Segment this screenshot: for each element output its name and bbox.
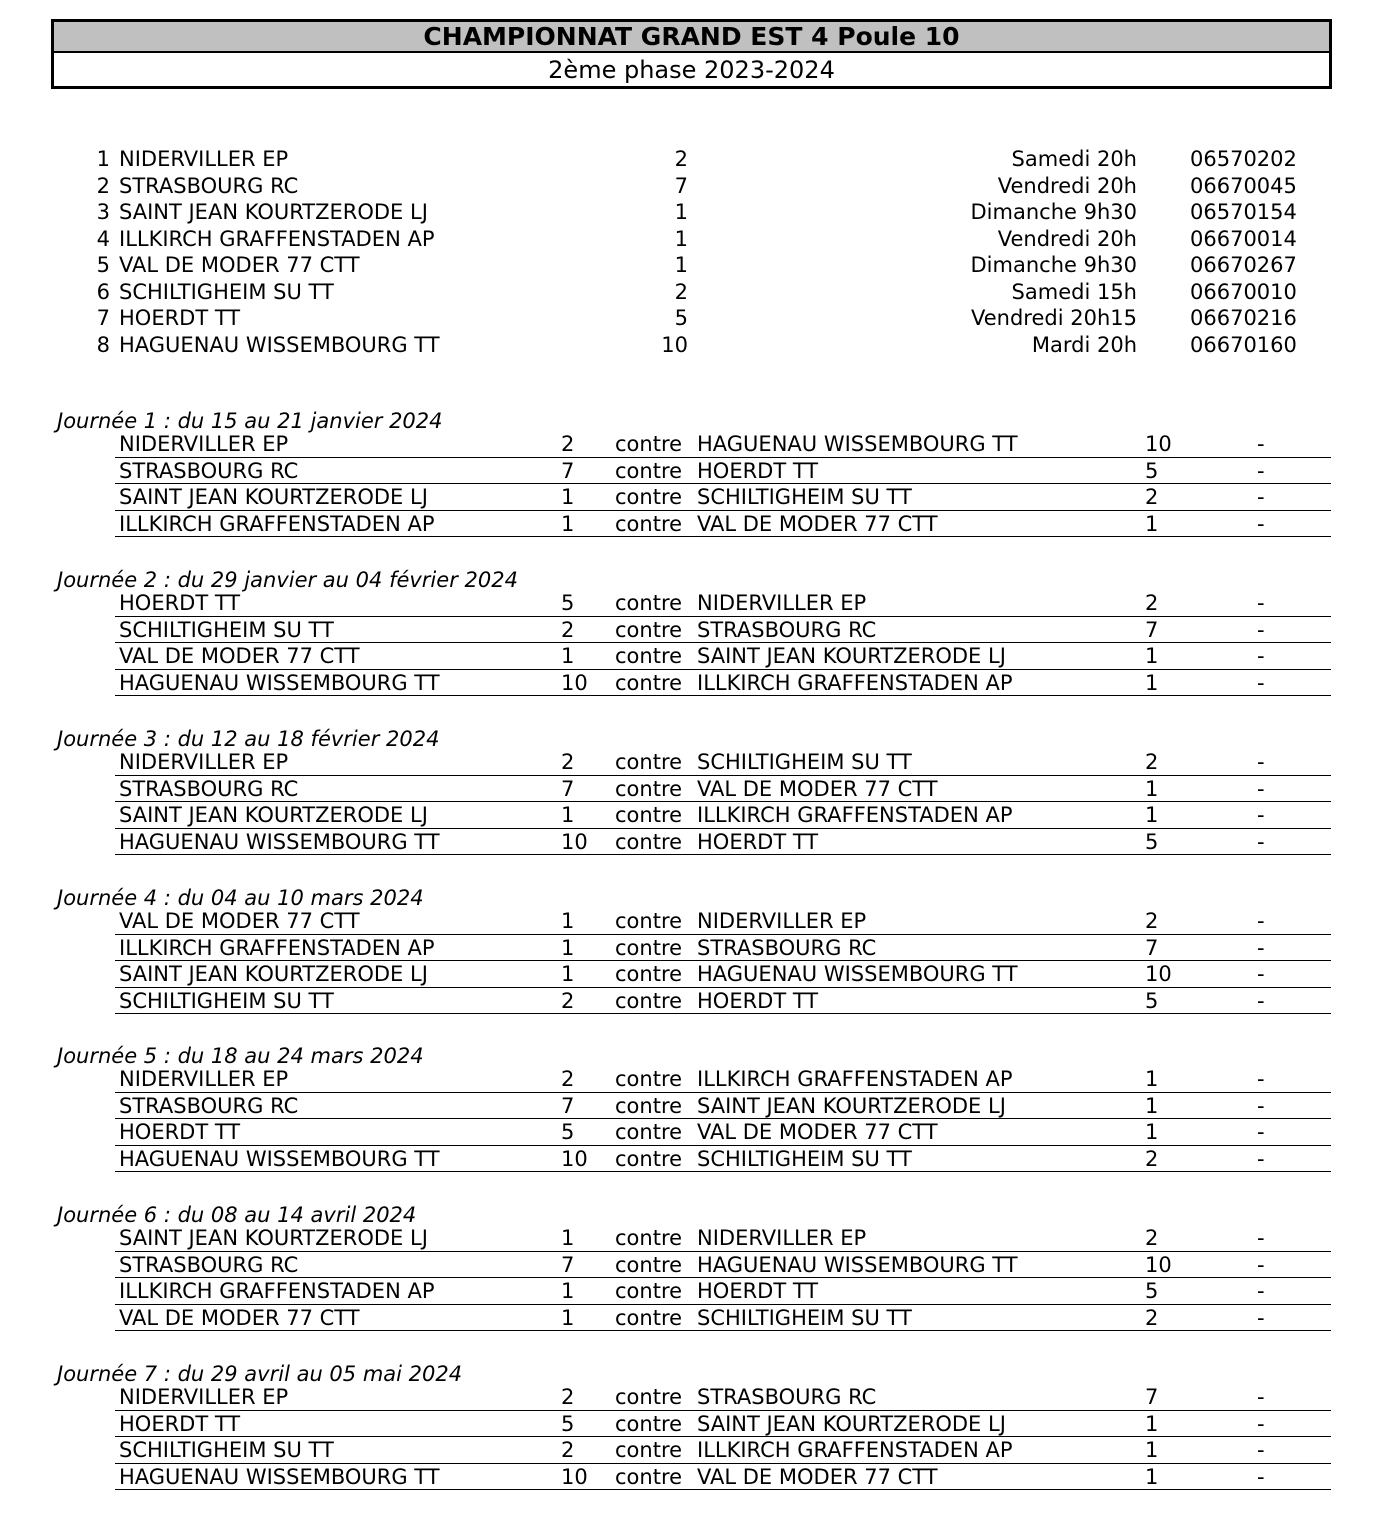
match-row: [115, 1225, 1331, 1252]
versus-label: contre: [615, 803, 683, 827]
match-row: [115, 431, 1331, 458]
versus-label: contre: [615, 909, 683, 933]
match-result: -: [1257, 511, 1265, 536]
team-row: [0, 252, 1382, 279]
away-team: STRASBOURG RC: [697, 935, 877, 960]
versus-label: contre: [615, 644, 683, 668]
team-row: [0, 199, 1382, 226]
team-number: 5: [96, 253, 110, 277]
match-row: [115, 1146, 1331, 1173]
home-team: SCHILTIGHEIM SU TT: [119, 1438, 334, 1462]
away-team-number: 1: [1145, 776, 1159, 801]
page-header: [51, 19, 1332, 89]
match-result: -: [1257, 485, 1265, 509]
away-team-number: 1: [1145, 1067, 1159, 1091]
home-team-number: 2: [561, 750, 575, 774]
match-row: [115, 511, 1331, 538]
team-number: 8: [96, 332, 110, 357]
home-team-number: 2: [561, 432, 575, 456]
team-number: 2: [96, 173, 110, 198]
home-team: ILLKIRCH GRAFFENSTADEN AP: [119, 1279, 435, 1303]
away-team-number: 1: [1145, 1093, 1159, 1118]
match-row: [115, 1305, 1331, 1332]
match-table: [115, 431, 1331, 537]
home-team: HOERDT TT: [119, 591, 241, 615]
versus-label: contre: [615, 1120, 683, 1144]
home-team-number: 2: [561, 988, 575, 1013]
home-team: SAINT JEAN KOURTZERODE LJ: [119, 485, 428, 509]
team-number: 4: [96, 226, 110, 251]
away-team: HAGUENAU WISSEMBOURG TT: [697, 962, 1018, 986]
team-count: 7: [674, 173, 688, 198]
versus-label: contre: [615, 962, 683, 986]
home-team: VAL DE MODER 77 CTT: [119, 909, 360, 933]
home-team-number: 5: [561, 591, 575, 615]
versus-label: contre: [615, 1464, 683, 1489]
match-result: -: [1257, 670, 1265, 695]
home-team: VAL DE MODER 77 CTT: [119, 1305, 360, 1330]
away-team-number: 2: [1145, 591, 1159, 615]
match-row: [115, 1384, 1331, 1411]
home-team-number: 2: [561, 1067, 575, 1091]
away-team-number: 5: [1145, 458, 1159, 483]
match-row: [115, 935, 1331, 962]
team-row: [0, 279, 1382, 306]
match-row: [115, 908, 1331, 935]
away-team: SCHILTIGHEIM SU TT: [697, 1146, 912, 1171]
home-team-number: 10: [561, 1464, 588, 1489]
away-team-number: 1: [1145, 1464, 1159, 1489]
match-row: [115, 670, 1331, 697]
home-team: VAL DE MODER 77 CTT: [119, 644, 360, 668]
away-team: SAINT JEAN KOURTZERODE LJ: [697, 1093, 1006, 1118]
home-team-number: 1: [561, 962, 575, 986]
match-result: -: [1257, 432, 1265, 456]
home-team-number: 1: [561, 1279, 575, 1303]
round-title: Journée 2 : du 29 janvier au 04 février 2024: [57, 568, 518, 592]
team-count: 2: [674, 147, 688, 171]
match-result: -: [1257, 829, 1265, 854]
team-name: SCHILTIGHEIM SU TT: [119, 279, 334, 304]
round-title: Journée 5 : du 18 au 24 mars 2024: [57, 1044, 424, 1068]
team-schedule: Vendredi 20h: [997, 226, 1137, 251]
page-title: CHAMPIONNAT GRAND EST 4 Poule 10: [51, 19, 1332, 53]
match-row: [115, 961, 1331, 988]
match-result: -: [1257, 776, 1265, 801]
match-result: -: [1257, 1411, 1265, 1436]
team-number: 6: [96, 279, 110, 304]
home-team: SAINT JEAN KOURTZERODE LJ: [119, 1226, 428, 1250]
versus-label: contre: [615, 935, 683, 960]
away-team-number: 1: [1145, 670, 1159, 695]
round-title: Journée 1 : du 15 au 21 janvier 2024: [57, 409, 443, 433]
away-team-number: 2: [1145, 1226, 1159, 1250]
team-name: SAINT JEAN KOURTZERODE LJ: [119, 200, 428, 224]
match-result: -: [1257, 458, 1265, 483]
away-team-number: 7: [1145, 1385, 1159, 1409]
away-team-number: 1: [1145, 644, 1159, 668]
versus-label: contre: [615, 1438, 683, 1462]
home-team: SAINT JEAN KOURTZERODE LJ: [119, 803, 428, 827]
team-schedule: Samedi 15h: [1011, 279, 1137, 304]
home-team-number: 5: [561, 1120, 575, 1144]
away-team: ILLKIRCH GRAFFENSTADEN AP: [697, 670, 1013, 695]
team-number: 7: [96, 306, 110, 330]
match-row: [115, 1093, 1331, 1120]
team-code: 06570154: [1190, 200, 1297, 224]
versus-label: contre: [615, 432, 683, 456]
versus-label: contre: [615, 829, 683, 854]
versus-label: contre: [615, 1411, 683, 1436]
home-team-number: 1: [561, 1305, 575, 1330]
team-count: 1: [674, 253, 688, 277]
match-row: [115, 458, 1331, 485]
away-team: HOERDT TT: [697, 988, 819, 1013]
versus-label: contre: [615, 1305, 683, 1330]
home-team: STRASBOURG RC: [119, 458, 299, 483]
team-row: [0, 332, 1382, 359]
away-team-number: 1: [1145, 803, 1159, 827]
match-row: [115, 484, 1331, 511]
team-count: 1: [674, 226, 688, 251]
match-result: -: [1257, 1279, 1265, 1303]
match-result: -: [1257, 935, 1265, 960]
away-team-number: 1: [1145, 1120, 1159, 1144]
team-schedule: Dimanche 9h30: [970, 253, 1137, 277]
team-row: [0, 146, 1382, 173]
match-table: [115, 908, 1331, 1014]
away-team: HOERDT TT: [697, 458, 819, 483]
home-team: SCHILTIGHEIM SU TT: [119, 988, 334, 1013]
match-row: [115, 1066, 1331, 1093]
away-team: SCHILTIGHEIM SU TT: [697, 750, 912, 774]
home-team: HOERDT TT: [119, 1120, 241, 1144]
team-schedule: Mardi 20h: [1031, 332, 1137, 357]
team-schedule: Vendredi 20h15: [971, 306, 1137, 330]
match-row: [115, 1278, 1331, 1305]
versus-label: contre: [615, 1252, 683, 1277]
away-team-number: 5: [1145, 829, 1159, 854]
home-team-number: 10: [561, 829, 588, 854]
match-row: [115, 802, 1331, 829]
home-team-number: 7: [561, 776, 575, 801]
home-team: ILLKIRCH GRAFFENSTADEN AP: [119, 511, 435, 536]
home-team-number: 1: [561, 935, 575, 960]
match-row: [115, 1411, 1331, 1438]
versus-label: contre: [615, 750, 683, 774]
home-team-number: 2: [561, 617, 575, 642]
away-team: ILLKIRCH GRAFFENSTADEN AP: [697, 1067, 1013, 1091]
match-row: [115, 643, 1331, 670]
versus-label: contre: [615, 485, 683, 509]
match-row: [115, 1437, 1331, 1464]
home-team-number: 2: [561, 1385, 575, 1409]
team-name: NIDERVILLER EP: [119, 147, 289, 171]
away-team: ILLKIRCH GRAFFENSTADEN AP: [697, 803, 1013, 827]
home-team-number: 1: [561, 511, 575, 536]
team-code: 06670160: [1190, 332, 1297, 357]
home-team: HAGUENAU WISSEMBOURG TT: [119, 829, 440, 854]
away-team-number: 1: [1145, 1411, 1159, 1436]
match-result: -: [1257, 988, 1265, 1013]
away-team: SCHILTIGHEIM SU TT: [697, 1305, 912, 1330]
versus-label: contre: [615, 670, 683, 695]
match-result: -: [1257, 617, 1265, 642]
away-team-number: 7: [1145, 617, 1159, 642]
match-row: [115, 1119, 1331, 1146]
team-number: 1: [96, 147, 110, 171]
match-result: -: [1257, 750, 1265, 774]
team-count: 10: [661, 332, 688, 357]
home-team: NIDERVILLER EP: [119, 750, 289, 774]
match-table: [115, 749, 1331, 855]
away-team: HOERDT TT: [697, 1279, 819, 1303]
match-result: -: [1257, 1305, 1265, 1330]
home-team: HAGUENAU WISSEMBOURG TT: [119, 1464, 440, 1489]
away-team: VAL DE MODER 77 CTT: [697, 776, 938, 801]
home-team-number: 1: [561, 644, 575, 668]
team-number: 3: [96, 200, 110, 224]
home-team: NIDERVILLER EP: [119, 432, 289, 456]
team-code: 06570202: [1190, 147, 1297, 171]
match-row: [115, 988, 1331, 1015]
home-team-number: 1: [561, 1226, 575, 1250]
versus-label: contre: [615, 511, 683, 536]
team-code: 06670267: [1190, 253, 1297, 277]
home-team: STRASBOURG RC: [119, 1252, 299, 1277]
team-count: 2: [674, 279, 688, 304]
away-team-number: 2: [1145, 1305, 1159, 1330]
team-name: ILLKIRCH GRAFFENSTADEN AP: [119, 226, 435, 251]
home-team-number: 1: [561, 803, 575, 827]
versus-label: contre: [615, 1385, 683, 1409]
team-row: [0, 173, 1382, 200]
away-team: STRASBOURG RC: [697, 617, 877, 642]
versus-label: contre: [615, 458, 683, 483]
home-team: HAGUENAU WISSEMBOURG TT: [119, 1146, 440, 1171]
match-result: -: [1257, 962, 1265, 986]
match-row: [115, 776, 1331, 803]
match-table: [115, 1384, 1331, 1490]
match-result: -: [1257, 644, 1265, 668]
team-schedule: Vendredi 20h: [997, 173, 1137, 198]
away-team: NIDERVILLER EP: [697, 1226, 867, 1250]
versus-label: contre: [615, 1093, 683, 1118]
away-team-number: 5: [1145, 988, 1159, 1013]
away-team-number: 1: [1145, 511, 1159, 536]
away-team: SAINT JEAN KOURTZERODE LJ: [697, 1411, 1006, 1436]
home-team-number: 1: [561, 909, 575, 933]
away-team: VAL DE MODER 77 CTT: [697, 1120, 938, 1144]
home-team: HOERDT TT: [119, 1411, 241, 1436]
home-team: HAGUENAU WISSEMBOURG TT: [119, 670, 440, 695]
match-result: -: [1257, 803, 1265, 827]
match-table: [115, 1225, 1331, 1331]
team-count: 1: [674, 200, 688, 224]
team-code: 06670014: [1190, 226, 1297, 251]
away-team-number: 1: [1145, 1438, 1159, 1462]
match-result: -: [1257, 1252, 1265, 1277]
home-team: STRASBOURG RC: [119, 776, 299, 801]
team-list: [0, 146, 1382, 358]
away-team-number: 7: [1145, 935, 1159, 960]
round-title: Journée 7 : du 29 avril au 05 mai 2024: [57, 1362, 463, 1386]
away-team: HAGUENAU WISSEMBOURG TT: [697, 1252, 1018, 1277]
versus-label: contre: [615, 988, 683, 1013]
match-row: [115, 1464, 1331, 1491]
match-result: -: [1257, 1093, 1265, 1118]
match-result: -: [1257, 1438, 1265, 1462]
match-result: -: [1257, 1464, 1265, 1489]
versus-label: contre: [615, 1226, 683, 1250]
versus-label: contre: [615, 591, 683, 615]
away-team: HOERDT TT: [697, 829, 819, 854]
home-team: NIDERVILLER EP: [119, 1385, 289, 1409]
match-result: -: [1257, 591, 1265, 615]
home-team: ILLKIRCH GRAFFENSTADEN AP: [119, 935, 435, 960]
away-team-number: 10: [1145, 1252, 1172, 1277]
match-row: [115, 829, 1331, 856]
match-row: [115, 1252, 1331, 1279]
match-row: [115, 749, 1331, 776]
away-team-number: 2: [1145, 1146, 1159, 1171]
away-team: HAGUENAU WISSEMBOURG TT: [697, 432, 1018, 456]
match-result: -: [1257, 1120, 1265, 1144]
team-code: 06670216: [1190, 306, 1297, 330]
home-team-number: 7: [561, 1252, 575, 1277]
match-row: [115, 590, 1331, 617]
home-team: SAINT JEAN KOURTZERODE LJ: [119, 962, 428, 986]
home-team-number: 5: [561, 1411, 575, 1436]
home-team-number: 7: [561, 1093, 575, 1118]
versus-label: contre: [615, 776, 683, 801]
away-team: VAL DE MODER 77 CTT: [697, 1464, 938, 1489]
match-result: -: [1257, 1385, 1265, 1409]
away-team-number: 10: [1145, 432, 1172, 456]
match-result: -: [1257, 1146, 1265, 1171]
away-team: NIDERVILLER EP: [697, 909, 867, 933]
away-team-number: 2: [1145, 750, 1159, 774]
home-team: STRASBOURG RC: [119, 1093, 299, 1118]
match-row: [115, 617, 1331, 644]
away-team-number: 10: [1145, 962, 1172, 986]
away-team: NIDERVILLER EP: [697, 591, 867, 615]
away-team-number: 2: [1145, 909, 1159, 933]
away-team: STRASBOURG RC: [697, 1385, 877, 1409]
team-name: VAL DE MODER 77 CTT: [119, 253, 360, 277]
home-team-number: 7: [561, 458, 575, 483]
team-schedule: Dimanche 9h30: [970, 200, 1137, 224]
home-team-number: 10: [561, 670, 588, 695]
home-team: NIDERVILLER EP: [119, 1067, 289, 1091]
team-name: STRASBOURG RC: [119, 173, 299, 198]
home-team-number: 10: [561, 1146, 588, 1171]
round-title: Journée 4 : du 04 au 10 mars 2024: [57, 886, 424, 910]
match-result: -: [1257, 909, 1265, 933]
away-team: ILLKIRCH GRAFFENSTADEN AP: [697, 1438, 1013, 1462]
team-name: HOERDT TT: [119, 306, 241, 330]
away-team-number: 5: [1145, 1279, 1159, 1303]
team-code: 06670010: [1190, 279, 1297, 304]
round-title: Journée 3 : du 12 au 18 février 2024: [57, 727, 440, 751]
home-team-number: 1: [561, 485, 575, 509]
versus-label: contre: [615, 1279, 683, 1303]
match-table: [115, 1066, 1331, 1172]
team-code: 06670045: [1190, 173, 1297, 198]
round-title: Journée 6 : du 08 au 14 avril 2024: [57, 1203, 417, 1227]
match-result: -: [1257, 1226, 1265, 1250]
home-team: SCHILTIGHEIM SU TT: [119, 617, 334, 642]
match-result: -: [1257, 1067, 1265, 1091]
versus-label: contre: [615, 1067, 683, 1091]
page-subtitle: 2ème phase 2023-2024: [51, 53, 1332, 89]
away-team: VAL DE MODER 77 CTT: [697, 511, 938, 536]
team-schedule: Samedi 20h: [1011, 147, 1137, 171]
team-row: [0, 226, 1382, 253]
match-table: [115, 590, 1331, 696]
versus-label: contre: [615, 1146, 683, 1171]
away-team-number: 2: [1145, 485, 1159, 509]
team-row: [0, 305, 1382, 332]
away-team: SCHILTIGHEIM SU TT: [697, 485, 912, 509]
team-count: 5: [674, 306, 688, 330]
away-team: SAINT JEAN KOURTZERODE LJ: [697, 644, 1006, 668]
team-name: HAGUENAU WISSEMBOURG TT: [119, 332, 440, 357]
versus-label: contre: [615, 617, 683, 642]
home-team-number: 2: [561, 1438, 575, 1462]
